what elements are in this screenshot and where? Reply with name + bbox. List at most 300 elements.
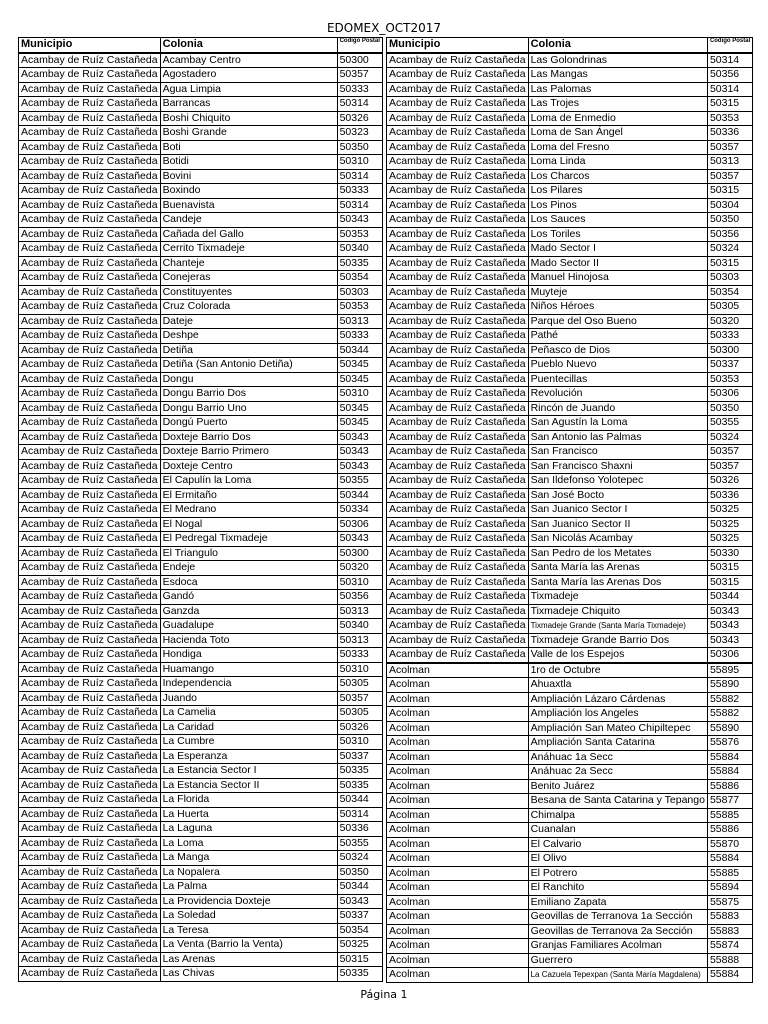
cell-colonia: Agostadero <box>160 68 337 83</box>
table-body-left <box>19 53 383 982</box>
cell-colonia: El Nogal <box>160 517 337 532</box>
cell-colonia: Mado Sector II <box>528 256 707 271</box>
table-row <box>19 909 383 924</box>
table-row <box>387 648 753 663</box>
cell-colonia: San Nicolás Acambay <box>528 532 707 547</box>
cell-codigo-postal: 55882 <box>707 707 752 722</box>
cell-colonia: San Antonio las Palmas <box>528 430 707 445</box>
cell-codigo-postal: 50325 <box>707 517 752 532</box>
cell-colonia: Peñasco de Dios <box>528 343 707 358</box>
table-row <box>387 285 753 300</box>
cell-codigo-postal: 50304 <box>707 198 752 213</box>
cell-codigo-postal: 50314 <box>707 82 752 97</box>
cell-codigo-postal: 50354 <box>337 923 382 938</box>
cell-municipio: Acolman <box>387 750 529 765</box>
cell-colonia: La Camelia <box>160 706 337 721</box>
cell-municipio: Acambay de Ruíz Castañeda <box>387 546 529 561</box>
table-row <box>387 736 753 751</box>
table-row <box>19 706 383 721</box>
cell-colonia: Dongú Puerto <box>160 416 337 431</box>
cell-municipio: Acambay de Ruíz Castañeda <box>19 822 161 837</box>
cell-municipio: Acambay de Ruíz Castañeda <box>19 967 161 982</box>
table-row <box>19 778 383 793</box>
cell-municipio: Acambay de Ruíz Castañeda <box>19 372 161 387</box>
cell-codigo-postal: 50320 <box>337 561 382 576</box>
cell-municipio: Acambay de Ruíz Castañeda <box>19 126 161 141</box>
table-row <box>387 387 753 402</box>
cell-colonia: Manuel Hinojosa <box>528 271 707 286</box>
cell-codigo-postal: 50340 <box>337 242 382 257</box>
cell-colonia: Cruz Colorada <box>160 300 337 315</box>
table-row <box>387 401 753 416</box>
cell-colonia: Granjas Familiares Acolman <box>528 939 707 954</box>
cell-codigo-postal: 50315 <box>707 97 752 112</box>
cell-colonia: Endeje <box>160 561 337 576</box>
cell-codigo-postal: 55894 <box>707 881 752 896</box>
cell-codigo-postal: 50315 <box>707 575 752 590</box>
cell-colonia: Cerrito Tixmadeje <box>160 242 337 257</box>
table-row <box>19 633 383 648</box>
cell-municipio: Acambay de Ruíz Castañeda <box>19 807 161 822</box>
cell-colonia: Valle de los Espejos <box>528 648 707 663</box>
table-row <box>19 198 383 213</box>
cell-colonia: Los Pilares <box>528 184 707 199</box>
cell-municipio: Acambay de Ruíz Castañeda <box>19 604 161 619</box>
cell-colonia: La Cazuela Tepexpan (Santa María Magdalena) <box>528 968 707 983</box>
cell-colonia: Guerrero <box>528 953 707 968</box>
cell-colonia: Acambay Centro <box>160 53 337 68</box>
cell-codigo-postal: 50344 <box>337 343 382 358</box>
cell-municipio: Acambay de Ruíz Castañeda <box>19 271 161 286</box>
cell-codigo-postal: 50356 <box>707 68 752 83</box>
cell-codigo-postal: 50343 <box>707 604 752 619</box>
cell-codigo-postal: 55875 <box>707 895 752 910</box>
table-row <box>19 416 383 431</box>
cell-colonia: La Florida <box>160 793 337 808</box>
table-row <box>19 213 383 228</box>
table-row <box>19 865 383 880</box>
cell-codigo-postal: 50313 <box>707 155 752 170</box>
table-row <box>387 459 753 474</box>
table-header-row <box>19 38 383 53</box>
table-row <box>19 126 383 141</box>
table-row <box>387 779 753 794</box>
cell-colonia: Anáhuac 1a Secc <box>528 750 707 765</box>
cell-colonia: Ahuaxtla <box>528 678 707 693</box>
cell-codigo-postal: 50333 <box>337 648 382 663</box>
cell-codigo-postal: 50345 <box>337 416 382 431</box>
cell-codigo-postal: 50313 <box>337 604 382 619</box>
table-row <box>19 387 383 402</box>
cell-colonia: Parque del Oso Bueno <box>528 314 707 329</box>
table-row <box>19 691 383 706</box>
cell-colonia: La Palma <box>160 880 337 895</box>
cell-colonia: Candeje <box>160 213 337 228</box>
cell-municipio: Acambay de Ruíz Castañeda <box>19 662 161 677</box>
table-row <box>387 619 753 634</box>
cell-municipio: Acambay de Ruíz Castañeda <box>19 97 161 112</box>
cell-municipio: Acambay de Ruíz Castañeda <box>19 445 161 460</box>
cell-municipio: Acolman <box>387 736 529 751</box>
cell-colonia: La Laguna <box>160 822 337 837</box>
cell-codigo-postal: 50306 <box>707 648 752 663</box>
cell-colonia: San José Bocto <box>528 488 707 503</box>
cell-municipio: Acambay de Ruíz Castañeda <box>387 387 529 402</box>
table-row <box>19 662 383 677</box>
cell-codigo-postal: 50320 <box>707 314 752 329</box>
cell-colonia: Boshi Chiquito <box>160 111 337 126</box>
table-row <box>19 851 383 866</box>
cell-colonia: El Calvario <box>528 837 707 852</box>
cell-municipio: Acambay de Ruíz Castañeda <box>387 97 529 112</box>
cell-colonia: Geovillas de Terranova 2a Sección <box>528 924 707 939</box>
cell-municipio: Acambay de Ruíz Castañeda <box>387 300 529 315</box>
table-row <box>19 503 383 518</box>
table-row <box>387 678 753 693</box>
table-row <box>19 53 383 68</box>
table-row <box>387 300 753 315</box>
table-row <box>387 416 753 431</box>
cell-codigo-postal: 50333 <box>337 82 382 97</box>
table-row <box>387 314 753 329</box>
table-row <box>387 532 753 547</box>
cell-municipio: Acambay de Ruíz Castañeda <box>19 111 161 126</box>
table-row <box>387 198 753 213</box>
cell-codigo-postal: 50324 <box>337 851 382 866</box>
cell-municipio: Acambay de Ruíz Castañeda <box>387 430 529 445</box>
cell-municipio: Acambay de Ruíz Castañeda <box>387 358 529 373</box>
table-row <box>19 97 383 112</box>
cell-municipio: Acambay de Ruíz Castañeda <box>387 82 529 97</box>
table-row <box>19 561 383 576</box>
cell-municipio: Acambay de Ruíz Castañeda <box>19 590 161 605</box>
cell-colonia: El Ranchito <box>528 881 707 896</box>
cell-municipio: Acambay de Ruíz Castañeda <box>387 604 529 619</box>
cell-codigo-postal: 50323 <box>337 126 382 141</box>
cell-codigo-postal: 50300 <box>337 546 382 561</box>
cell-colonia: Boti <box>160 140 337 155</box>
table-row <box>387 111 753 126</box>
cell-colonia: Esdoca <box>160 575 337 590</box>
cell-municipio: Acambay de Ruíz Castañeda <box>387 459 529 474</box>
table-row <box>19 184 383 199</box>
cell-codigo-postal: 50340 <box>337 619 382 634</box>
cell-colonia: Emiliano Zapata <box>528 895 707 910</box>
table-row <box>387 329 753 344</box>
cell-codigo-postal: 50344 <box>337 793 382 808</box>
cell-municipio: Acolman <box>387 779 529 794</box>
cell-municipio: Acambay de Ruíz Castañeda <box>387 633 529 648</box>
cell-colonia: Detiña (San Antonio Detiña) <box>160 358 337 373</box>
cell-colonia: Constituyentes <box>160 285 337 300</box>
cell-municipio: Acambay de Ruíz Castañeda <box>19 488 161 503</box>
cell-codigo-postal: 50357 <box>707 459 752 474</box>
cell-municipio: Acambay de Ruíz Castañeda <box>387 575 529 590</box>
cell-colonia: Tixmadeje Grande Barrio Dos <box>528 633 707 648</box>
table-row <box>387 633 753 648</box>
cell-municipio: Acambay de Ruíz Castañeda <box>19 880 161 895</box>
cell-municipio: Acambay de Ruíz Castañeda <box>19 430 161 445</box>
cell-colonia: La Cumbre <box>160 735 337 750</box>
cell-municipio: Acolman <box>387 852 529 867</box>
table-row <box>387 604 753 619</box>
cell-municipio: Acambay de Ruíz Castañeda <box>19 242 161 257</box>
table-header-row <box>387 38 753 53</box>
cell-codigo-postal: 50335 <box>337 764 382 779</box>
cell-codigo-postal: 50336 <box>337 822 382 837</box>
cell-colonia: Hacienda Toto <box>160 633 337 648</box>
cell-colonia: Buenavista <box>160 198 337 213</box>
cell-codigo-postal: 50300 <box>337 53 382 68</box>
cell-codigo-postal: 50356 <box>707 227 752 242</box>
table-row <box>387 184 753 199</box>
table-row <box>387 343 753 358</box>
cell-municipio: Acambay de Ruíz Castañeda <box>19 952 161 967</box>
cell-municipio: Acambay de Ruíz Castañeda <box>19 213 161 228</box>
cell-codigo-postal: 50343 <box>337 430 382 445</box>
cell-codigo-postal: 50315 <box>337 952 382 967</box>
cell-colonia: Conejeras <box>160 271 337 286</box>
cell-colonia: Anáhuac 2a Secc <box>528 765 707 780</box>
cell-colonia: Ampliación los Angeles <box>528 707 707 722</box>
table-row <box>19 68 383 83</box>
table-row <box>387 213 753 228</box>
table-row <box>19 242 383 257</box>
cell-codigo-postal: 55895 <box>707 663 752 678</box>
table-row <box>19 793 383 808</box>
cell-codigo-postal: 50333 <box>337 184 382 199</box>
cell-colonia: Loma del Fresno <box>528 140 707 155</box>
cell-municipio: Acolman <box>387 765 529 780</box>
table-row <box>19 329 383 344</box>
cell-codigo-postal: 55870 <box>707 837 752 852</box>
cell-colonia: Chanteje <box>160 256 337 271</box>
cell-municipio: Acambay de Ruíz Castañeda <box>387 68 529 83</box>
cell-municipio: Acambay de Ruíz Castañeda <box>387 126 529 141</box>
cell-colonia: Las Mangas <box>528 68 707 83</box>
cell-municipio: Acambay de Ruíz Castañeda <box>19 198 161 213</box>
cell-municipio: Acambay de Ruíz Castañeda <box>19 256 161 271</box>
cell-colonia: San Agustín la Loma <box>528 416 707 431</box>
table-row <box>387 140 753 155</box>
table-row <box>19 155 383 170</box>
cell-colonia: Mado Sector I <box>528 242 707 257</box>
table-row <box>387 939 753 954</box>
cell-colonia: Gandó <box>160 590 337 605</box>
cell-codigo-postal: 50357 <box>707 169 752 184</box>
table-row <box>19 923 383 938</box>
table-row <box>387 910 753 925</box>
cell-codigo-postal: 50310 <box>337 662 382 677</box>
cell-colonia: Detiña <box>160 343 337 358</box>
cell-codigo-postal: 50343 <box>337 894 382 909</box>
cell-municipio: Acambay de Ruíz Castañeda <box>19 140 161 155</box>
cell-codigo-postal: 50353 <box>707 111 752 126</box>
cell-codigo-postal: 55890 <box>707 721 752 736</box>
cell-municipio: Acambay de Ruíz Castañeda <box>387 271 529 286</box>
table-row <box>19 256 383 271</box>
cell-codigo-postal: 55884 <box>707 765 752 780</box>
cell-colonia: Chimalpa <box>528 808 707 823</box>
table-row <box>19 938 383 953</box>
cell-codigo-postal: 50325 <box>707 532 752 547</box>
cell-municipio: Acambay de Ruíz Castañeda <box>19 923 161 938</box>
cell-municipio: Acambay de Ruíz Castañeda <box>387 242 529 257</box>
cell-codigo-postal: 50303 <box>707 271 752 286</box>
cell-colonia: Huamango <box>160 662 337 677</box>
cell-codigo-postal: 50345 <box>337 372 382 387</box>
table-row <box>387 765 753 780</box>
cell-municipio: Acambay de Ruíz Castañeda <box>19 677 161 692</box>
cell-colonia: La Providencia Doxteje <box>160 894 337 909</box>
table-row <box>19 677 383 692</box>
cell-colonia: El Olivo <box>528 852 707 867</box>
cell-codigo-postal: 50315 <box>707 561 752 576</box>
cell-municipio: Acolman <box>387 692 529 707</box>
cell-codigo-postal: 50350 <box>337 140 382 155</box>
cell-colonia: Deshpe <box>160 329 337 344</box>
cell-codigo-postal: 50343 <box>707 619 752 634</box>
cell-colonia: Bovini <box>160 169 337 184</box>
table-row <box>387 794 753 809</box>
cell-colonia: Los Toriles <box>528 227 707 242</box>
cell-colonia: Niños Héroes <box>528 300 707 315</box>
cell-municipio: Acambay de Ruíz Castañeda <box>387 561 529 576</box>
cell-codigo-postal: 55884 <box>707 852 752 867</box>
cell-municipio: Acambay de Ruíz Castañeda <box>387 503 529 518</box>
table-row <box>387 837 753 852</box>
cell-municipio: Acambay de Ruíz Castañeda <box>19 68 161 83</box>
table-row <box>387 242 753 257</box>
table-row <box>387 488 753 503</box>
cell-codigo-postal: 50326 <box>337 720 382 735</box>
table-row <box>387 53 753 68</box>
cell-municipio: Acambay de Ruíz Castañeda <box>387 314 529 329</box>
cell-municipio: Acambay de Ruíz Castañeda <box>19 169 161 184</box>
table-row <box>19 604 383 619</box>
table-row <box>19 517 383 532</box>
table-row <box>19 575 383 590</box>
cell-codigo-postal: 50336 <box>707 488 752 503</box>
cell-municipio: Acolman <box>387 866 529 881</box>
cell-municipio: Acambay de Ruíz Castañeda <box>19 503 161 518</box>
cell-codigo-postal: 50313 <box>337 314 382 329</box>
cell-municipio: Acambay de Ruíz Castañeda <box>387 140 529 155</box>
cell-municipio: Acambay de Ruíz Castañeda <box>19 749 161 764</box>
cell-municipio: Acolman <box>387 707 529 722</box>
cell-municipio: Acambay de Ruíz Castañeda <box>19 909 161 924</box>
table-row <box>19 343 383 358</box>
table-row <box>19 546 383 561</box>
cell-colonia: San Juanico Sector II <box>528 517 707 532</box>
table-row <box>387 692 753 707</box>
cell-colonia: San Ildefonso Yolotepec <box>528 474 707 489</box>
cell-colonia: Barrancas <box>160 97 337 112</box>
cell-municipio: Acambay de Ruíz Castañeda <box>19 575 161 590</box>
cell-colonia: Ampliación San Mateo Chipiltepec <box>528 721 707 736</box>
cell-codigo-postal: 50314 <box>337 198 382 213</box>
cell-colonia: Loma de San Ángel <box>528 126 707 141</box>
cell-municipio: Acambay de Ruíz Castañeda <box>387 474 529 489</box>
cell-codigo-postal: 55882 <box>707 692 752 707</box>
cell-colonia: Besana de Santa Catarina y Tepango <box>528 794 707 809</box>
cell-colonia: El Potrero <box>528 866 707 881</box>
cell-codigo-postal: 50335 <box>337 256 382 271</box>
cell-colonia: Dongu Barrio Dos <box>160 387 337 402</box>
table-row <box>387 372 753 387</box>
table-row <box>19 764 383 779</box>
cell-codigo-postal: 55877 <box>707 794 752 809</box>
table-row <box>387 808 753 823</box>
cell-codigo-postal: 50344 <box>707 590 752 605</box>
cell-colonia: El Capulín la Loma <box>160 474 337 489</box>
cell-codigo-postal: 50353 <box>707 372 752 387</box>
cell-colonia: Ganzda <box>160 604 337 619</box>
cell-colonia: La Huerta <box>160 807 337 822</box>
header-codigo-postal: Codigo Postal <box>707 38 752 53</box>
cell-municipio: Acambay de Ruíz Castañeda <box>19 53 161 68</box>
cell-codigo-postal: 55883 <box>707 924 752 939</box>
cell-colonia: Boshi Grande <box>160 126 337 141</box>
cell-municipio: Acambay de Ruíz Castañeda <box>19 546 161 561</box>
table-row <box>19 300 383 315</box>
cell-codigo-postal: 50314 <box>707 53 752 68</box>
table-row <box>387 707 753 722</box>
cell-codigo-postal: 50355 <box>707 416 752 431</box>
cell-codigo-postal: 50354 <box>707 285 752 300</box>
table-row <box>19 749 383 764</box>
cell-codigo-postal: 55883 <box>707 910 752 925</box>
table-row <box>387 97 753 112</box>
cell-municipio: Acambay de Ruíz Castañeda <box>387 532 529 547</box>
cell-codigo-postal: 50310 <box>337 387 382 402</box>
cell-municipio: Acolman <box>387 968 529 983</box>
cell-codigo-postal: 50336 <box>707 126 752 141</box>
table-row <box>19 488 383 503</box>
table-row <box>387 126 753 141</box>
cell-colonia: La Manga <box>160 851 337 866</box>
cell-municipio: Acambay de Ruíz Castañeda <box>19 938 161 953</box>
table-row <box>387 68 753 83</box>
table-row <box>19 807 383 822</box>
cell-municipio: Acambay de Ruíz Castañeda <box>387 198 529 213</box>
cell-colonia: Pueblo Nuevo <box>528 358 707 373</box>
table-row <box>387 155 753 170</box>
cell-municipio: Acambay de Ruíz Castañeda <box>19 155 161 170</box>
cell-colonia: Benito Juárez <box>528 779 707 794</box>
cell-municipio: Acambay de Ruíz Castañeda <box>387 445 529 460</box>
cell-colonia: Independencia <box>160 677 337 692</box>
cell-municipio: Acambay de Ruíz Castañeda <box>387 285 529 300</box>
cell-codigo-postal: 50326 <box>337 111 382 126</box>
table-row <box>387 169 753 184</box>
cell-colonia: San Juanico Sector I <box>528 503 707 518</box>
cell-colonia: Las Arenas <box>160 952 337 967</box>
cell-codigo-postal: 50314 <box>337 97 382 112</box>
table-row <box>19 619 383 634</box>
cell-colonia: Tixmadeje Chiquito <box>528 604 707 619</box>
cell-municipio: Acambay de Ruíz Castañeda <box>19 387 161 402</box>
cell-codigo-postal: 50343 <box>337 445 382 460</box>
table-row <box>387 663 753 678</box>
cell-colonia: Doxteje Barrio Dos <box>160 430 337 445</box>
table-row <box>19 836 383 851</box>
cell-municipio: Acambay de Ruíz Castañeda <box>387 111 529 126</box>
cell-colonia: Loma Linda <box>528 155 707 170</box>
cell-colonia: Tixmadeje Grande (Santa María Tixmadeje) <box>528 619 707 634</box>
cell-codigo-postal: 50337 <box>337 909 382 924</box>
cell-municipio: Acambay de Ruíz Castañeda <box>19 532 161 547</box>
